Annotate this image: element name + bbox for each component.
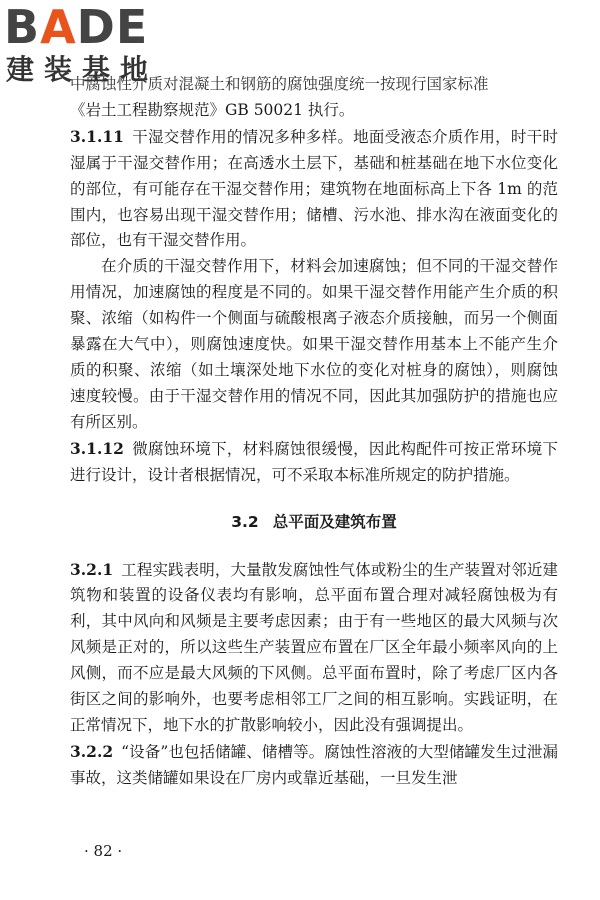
clause-number: 3.1.11 <box>70 126 124 146</box>
clause-3-1-11 <box>70 124 558 255</box>
clause-3-1-11-paragraph-2: 在介质的干湿交替作用下，材料会加速腐蚀；但不同的干湿交替作用情况，加速腐蚀的程度是不同的。如果干湿交替作用能产生介质的积聚、浓缩（如构件一个侧面与硫酸根离子液态介质接触，而另一个侧面暴露在大气中），则腐蚀速度快。如果干湿交替作用基本上不能产生介质的积聚、浓缩（如土壤深处地下水位的变化对桩身的腐蚀），则腐蚀速度较慢。由于干湿交替作用的情况不同，因此其加强防护的措施也应有所区别。 <box>70 257 558 431</box>
clause-text: 微腐蚀环境下，材料腐蚀很缓慢，因此构配件可按正常环境下进行设计，设计者根据情况，可不采取本标准所规定的防护措施。 <box>70 439 558 484</box>
page-number: · 82 · <box>84 842 123 860</box>
logo-letters: BADE <box>4 0 149 54</box>
document-page <box>70 72 558 792</box>
section-title <box>70 509 558 535</box>
paragraph-continuation-line2: 《岩土工程勘察规范》GB 50021 执行。 <box>70 100 355 119</box>
clause-number: 3.1.12 <box>70 438 124 458</box>
clause-number: 3.2.2 <box>70 741 114 761</box>
logo-chinese-text: 建装基地 <box>6 53 159 86</box>
clause-3-1-12 <box>70 436 558 489</box>
clause-text: 干湿交替作用的情况多种多样。地面受液态介质作用，时干时湿属于干湿交替作用；在高透水土层下，基础和桩基础在地下水位变化的部位，有可能存在干湿交替作用；建筑物在地面标高上下各 1m 的范围内，也容易出现干湿交替作用；储槽、污水池、排水沟在液面变化的部位，也有干湿交替作用。 <box>70 127 558 250</box>
clause-text: 工程实践表明，大量散发腐蚀性气体或粉尘的生产装置对邻近建筑物和装置的设备仪表均有影响，总平面布置合理对减轻腐蚀极为有利，其中风向和风频是主要考虑因素；由于有一些地区的最大风频与次风频是正对的，所以这些生产装置应布置在厂区全年最小频率风向的上风侧，而不应是最大风频的下风侧。总平面布置时，除了考虑厂区内各街区之间的影响外，也要考虑相邻工厂之间的相互影响。实践证明，在正常情况下，地下水的扩散影响较小，因此没有强调提出。 <box>70 560 558 734</box>
section-title-text: 总平面及建筑布置 <box>272 512 397 531</box>
clause-text: “设备”也包括储罐、储槽等。腐蚀性溶液的大型储罐发生过泄漏事故，这类储罐如果设在厂房内或靠近基础，一旦发生泄 <box>70 742 558 787</box>
section-number: 3.2 <box>231 512 259 531</box>
clause-3-2-1 <box>70 557 558 739</box>
clause-number: 3.2.1 <box>70 559 114 579</box>
bade-logo <box>4 2 174 94</box>
clause-3-2-2 <box>70 739 558 792</box>
paragraph-continuation-line1: 中腐蚀性介质对混凝土和钢筋的腐蚀强度统一按现行国家标准 <box>70 75 489 93</box>
